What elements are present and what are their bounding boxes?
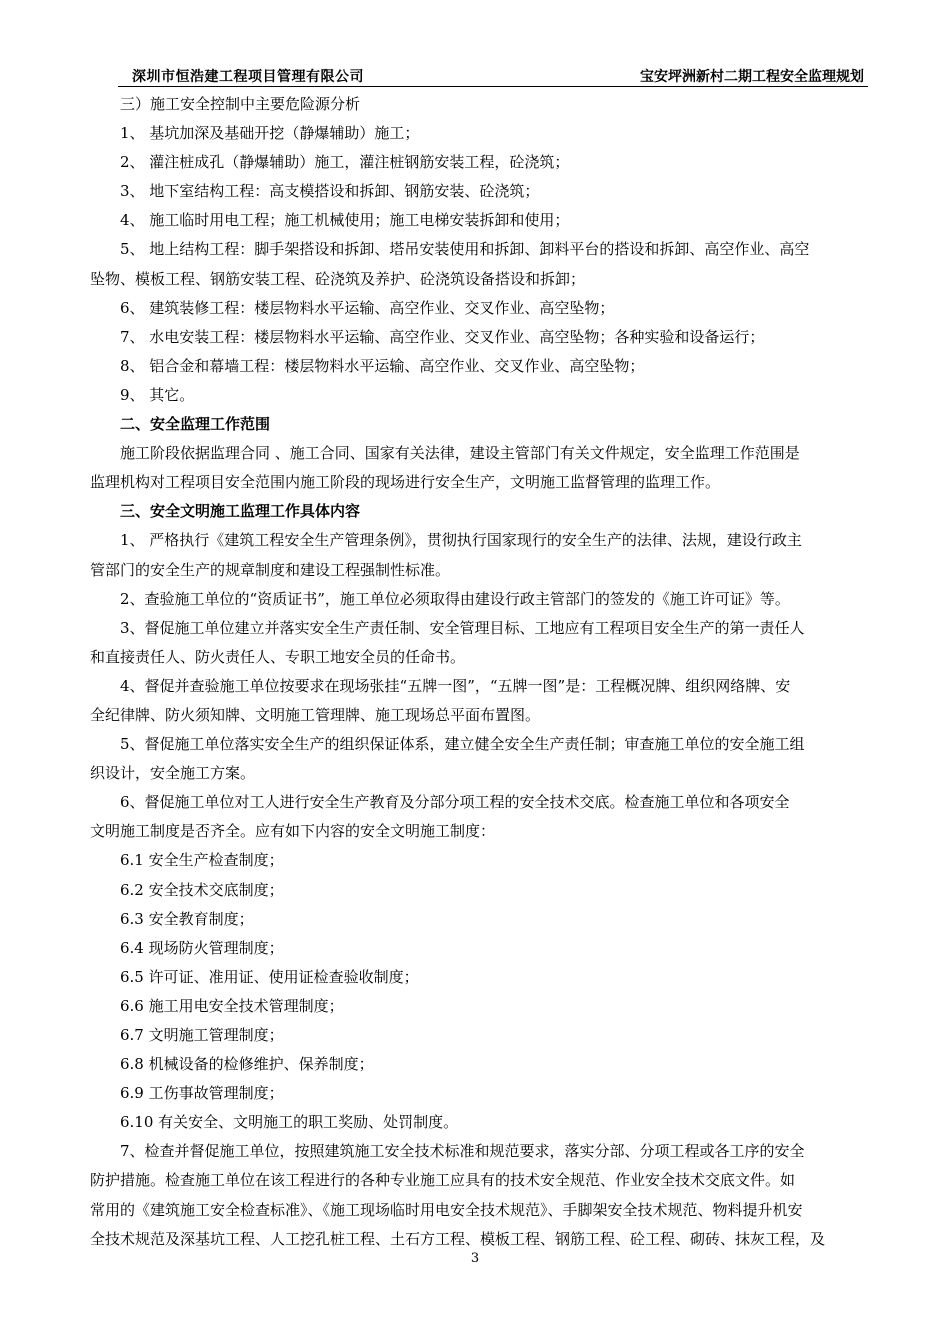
paragraph-line: 3、督促施工单位建立并落实安全生产责任制、安全管理目标、工地应有工程项目安全生产的第一责任人 <box>120 618 805 637</box>
paragraph-line: 和直接责任人、防火责任人、专职工地安全员的任命书。 <box>90 647 466 666</box>
system-item: 6.9 工伤事故管理制度； <box>120 1084 284 1103</box>
paragraph-line: 管部门的安全生产的规章制度和建设工程强制性标准。 <box>90 560 451 579</box>
paragraph-line: 文明施工制度是否齐全。应有如下内容的安全文明施工制度： <box>90 822 496 841</box>
paragraph-line: 防护措施。检查施工单位在该工程进行的各种专业施工应具有的技术安全规范、作业安全技术交底文件。如 <box>90 1171 796 1190</box>
paragraph-line: 1、 严格执行《建筑工程安全生产管理条例》，贯彻执行国家现行的安全生产的法律、法规，建设行政主 <box>120 531 802 550</box>
paragraph-line: 全纪律牌、防火须知牌、文明施工管理牌、施工现场总平面布置图。 <box>90 705 541 724</box>
hazard-item: 1、 基坑加深及基础开挖（静爆辅助）施工； <box>120 124 420 143</box>
paragraph-line: 全技术规范及深基坑工程、人工挖孔桩工程、土石方工程、模板工程、钢筋工程、砼工程、砌砖、抹灰工程，及 <box>90 1229 826 1248</box>
paragraph-line: 6、督促施工单位对工人进行安全生产教育及分部分项工程的安全技术交底。检查施工单位和各项安全 <box>120 793 790 812</box>
paragraph-line: 监理机构对工程项目安全范围内施工阶段的现场进行安全生产，文明施工监督管理的监理工作。 <box>90 473 721 492</box>
paragraph-line: 2、查验施工单位的“资质证书”，施工单位必须取得由建设行政主管部门的签发的《施工许可证》等。 <box>120 589 790 608</box>
hazard-item: 6、 建筑装修工程：楼层物料水平运输、高空作业、交叉作业、高空坠物； <box>120 298 615 317</box>
system-item: 6.5 许可证、准用证、使用证检查验收制度； <box>120 967 419 986</box>
page-header <box>118 64 868 86</box>
hazard-item: 9、 其它。 <box>120 385 195 404</box>
section-heading: 三、安全文明施工监理工作具体内容 <box>120 502 361 521</box>
section-heading: 三）施工安全控制中主要危险源分析 <box>120 95 361 113</box>
paragraph-line: 5、督促施工单位落实安全生产的组织保证体系，建立健全安全生产责任制；审查施工单位的安全施工组 <box>120 735 805 754</box>
header-rule <box>118 86 868 87</box>
system-item: 6.10 有关安全、文明施工的职工奖励、处罚制度。 <box>120 1113 459 1132</box>
system-item: 6.6 施工用电安全技术管理制度； <box>120 996 344 1015</box>
hazard-item: 8、 铝合金和幕墙工程：楼层物料水平运输、高空作业、交叉作业、高空坠物； <box>120 356 645 375</box>
hazard-item-cont: 坠物、模板工程、钢筋安装工程、砼浇筑及养护、砼浇筑设备搭设和拆卸； <box>90 269 586 288</box>
paragraph-line: 织设计，安全施工方案。 <box>90 764 256 783</box>
system-item: 6.4 现场防火管理制度； <box>120 938 284 957</box>
document-body <box>90 90 872 1254</box>
header-doc-title: 宝安坪洲新村二期工程安全监理规划 <box>640 69 864 85</box>
system-item: 6.7 文明施工管理制度； <box>120 1026 284 1044</box>
hazard-item: 4、 施工临时用电工程；施工机械使用；施工电梯安装拆卸和使用； <box>120 211 570 230</box>
section-heading: 二、安全监理工作范围 <box>120 415 271 434</box>
paragraph-line: 4、督促并查验施工单位按要求在现场张挂“五牌一图”，“五牌一图”是：工程概况牌、组织网络牌、安 <box>120 676 791 695</box>
paragraph-line: 施工阶段依据监理合同 、施工合同、国家有关法律，建设主管部门有关文件规定，安全监理工作范围是 <box>120 444 800 463</box>
page-number: 3 <box>470 1251 480 1266</box>
header-company: 深圳市恒浩建工程项目管理有限公司 <box>132 69 364 85</box>
hazard-item: 7、 水电安装工程：楼层物料水平运输、高空作业、交叉作业、高空坠物；各种实验和设备运行； <box>120 327 765 346</box>
hazard-item: 3、 地下室结构工程：高支模搭设和拆卸、钢筋安装、砼浇筑； <box>120 182 540 201</box>
paragraph-line: 7、检查并督促施工单位，按照建筑施工安全技术标准和规范要求，落实分部、分项工程或各工序的安全 <box>120 1142 805 1161</box>
hazard-item: 5、 地上结构工程：脚手架搭设和拆卸、塔吊安装使用和拆卸、卸料平台的搭设和拆卸、高空作业、高空 <box>120 240 810 259</box>
system-item: 6.1 安全生产检查制度； <box>120 851 284 870</box>
system-item: 6.8 机械设备的检修维护、保养制度； <box>120 1055 374 1074</box>
system-item: 6.2 安全技术交底制度； <box>120 880 284 899</box>
hazard-item: 2、 灌注桩成孔（静爆辅助）施工，灌注桩钢筋安装工程，砼浇筑； <box>120 153 570 172</box>
system-item: 6.3 安全教育制度； <box>120 909 254 928</box>
paragraph-line: 常用的《建筑施工安全检查标准》、《施工现场临时用电安全技术规范》、手脚架安全技术规范、物料提升机安 <box>90 1200 803 1219</box>
